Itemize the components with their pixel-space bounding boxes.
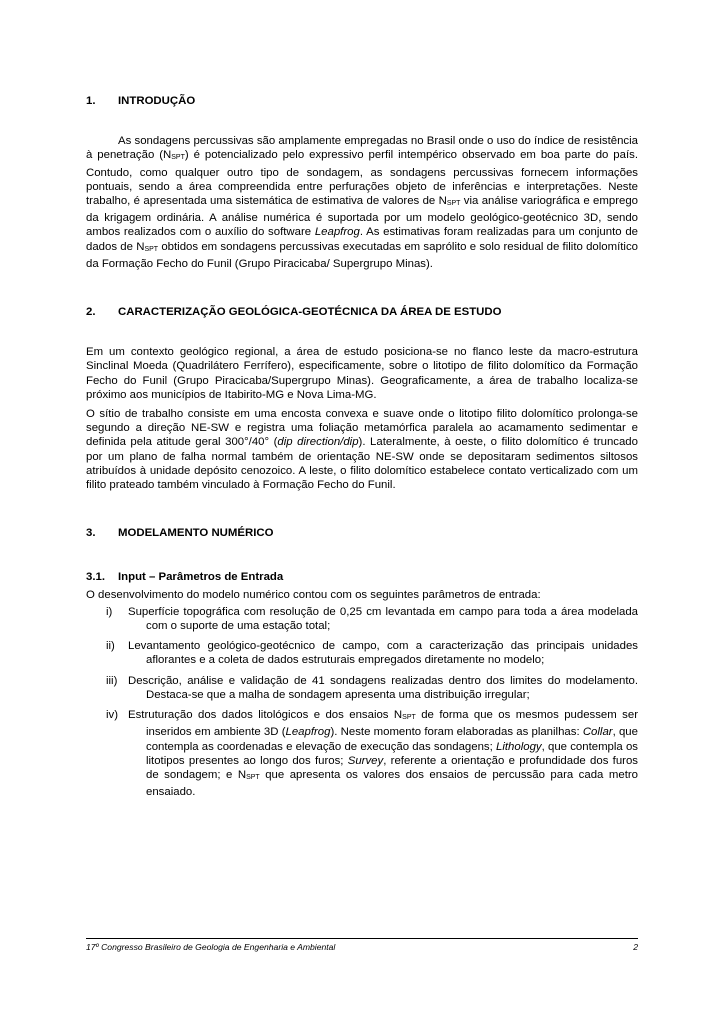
section-title: MODELAMENTO NUMÉRICO xyxy=(118,527,274,540)
italic-term: Survey xyxy=(347,754,384,767)
section-number: 1. xyxy=(86,95,96,107)
subscript-spt: SPT xyxy=(446,200,461,208)
conference-name: 17º Congresso Brasileiro de Geologia de Engenharia e Ambiental xyxy=(86,942,336,952)
list-marker: ii) xyxy=(106,640,115,653)
section-number: 3. xyxy=(86,527,96,540)
section-heading-modelamento xyxy=(86,526,638,540)
list-marker: iii) xyxy=(106,674,118,687)
section-heading-caracterizacao xyxy=(86,305,638,319)
subscript-spt: SPT xyxy=(246,773,260,781)
list-item xyxy=(86,639,638,667)
page-content xyxy=(86,94,638,805)
list-marker: i) xyxy=(106,605,113,618)
subsection-number: 3.1. xyxy=(86,571,105,584)
section-number: 2. xyxy=(86,306,96,319)
text-run: de forma que os mesmos pudessem ser inseridos em ambiente 3D ( xyxy=(146,709,639,739)
list-marker: iv) xyxy=(106,709,119,722)
list-item-text: Levantamento geológico-geotécnico de campo, com a caracterização das principais unidades aflorantes e a coleta de dados estruturais empregados diretamente no modelo; xyxy=(128,640,638,667)
italic-term: Leapfrog xyxy=(285,726,331,739)
text-run: , que contempla os litotipos presentes ao longo dos furos; xyxy=(146,740,639,767)
text-run: obtidos em sondagens percussivas executadas em saprólito e solo residual de filito dolomítico da Formação Fecho do Funil (Grupo Piracicaba/ Supergrupo Minas). xyxy=(86,240,638,270)
subscript-spt: SPT xyxy=(144,245,159,253)
list-item-text: Superfície topográfica com resolução de 0,25 cm levantada em campo para toda a área modelada com o suporte de uma estação total; xyxy=(128,605,638,633)
subscript-spt: SPT xyxy=(171,154,185,162)
paragraph: Em um contexto geológico regional, a área de estudo posiciona-se no flanco leste da macro-estrutura Sinclinal Moeda (Quadrilátero Ferrífero), especificamente, sobre o litotipo de filito dolomítico da Formação Fecho do Funil (Grupo Piracicaba/Supergrupo Minas). Geograficamente, a área de trabalho localiza-se próximo aos municípios de Itabirito-MG e Nova Lima-MG. xyxy=(86,346,638,401)
text-run: O sítio de trabalho consiste em uma encosta convexa e suave onde o litotipo filito dolomítico prolonga-se segundo a direção NE-SW e registra uma foliação metamórfica paralela ao acamamento sedimentar e definida pela atitude geral 300°/40° ( xyxy=(86,408,638,449)
list-item xyxy=(86,708,638,799)
italic-term: dip direction/dip xyxy=(277,436,359,449)
subscript-spt: SPT xyxy=(402,714,416,722)
text-run: que apresenta os valores dos ensaios de percussão para cada metro ensaiado. xyxy=(146,768,638,799)
italic-term: Lithology xyxy=(496,740,542,753)
list-item xyxy=(86,605,638,633)
text-run: via análise variográfica e emprego da krigagem ordinária. A análise numérica é suportada por um modelo geológico-geotécnico 3D, sendo ambos realizados com o auxílio do software xyxy=(86,195,638,239)
text-run: ). Neste momento foram elaboradas as planilhas: xyxy=(330,726,583,739)
list-item-text: Descrição, análise e validação de 41 sondagens realizadas dentro dos limites do modelamento. Destaca-se que a malha de sondagem apresenta uma distribuição irregular; xyxy=(128,674,638,701)
text-run: As sondagens percussivas são amplamente empregadas no Brasil onde o uso do índice de resistência à penetração (N xyxy=(86,135,638,162)
text-run: , que contempla as coordenadas e elevação de execução das sondagens; xyxy=(146,726,638,753)
section-title: INTRODUÇÃO xyxy=(118,95,196,107)
section-heading-introducao xyxy=(86,94,638,108)
list-item-text xyxy=(128,709,638,798)
text-run: . As estimativas foram realizadas para um conjunto de dados de N xyxy=(86,226,638,253)
section-title: CARACTERIZAÇÃO GEOLÓGICA-GEOTÉCNICA DA ÁREA DE ESTUDO xyxy=(118,306,502,319)
paragraph xyxy=(86,134,638,271)
subsection-title: Input – Parâmetros de Entrada xyxy=(118,571,284,584)
list-item xyxy=(86,674,638,702)
subsection-heading xyxy=(86,570,638,584)
italic-term: Leapfrog xyxy=(314,226,360,239)
paragraph: O desenvolvimento do modelo numérico contou com os seguintes parâmetros de entrada: xyxy=(86,588,541,601)
text-run: Estruturação dos dados litológicos e dos ensaios N xyxy=(128,709,403,722)
paragraph xyxy=(86,407,638,492)
italic-term: Collar xyxy=(582,726,613,739)
text-run: ) é potencializado pelo expressivo perfil intempérico observado em boa parte do país. Contudo, como qualquer outro tipo de sondagem, as sondagens percussivas fornecem informações pontuais, sendo a área compreendida entre perfurações objeto de inferências e interpretações. Neste trabalho, é apresentada uma sistemática de estimativa de valores de N xyxy=(86,149,638,208)
input-parameters-list xyxy=(86,605,638,799)
page-footer xyxy=(86,942,638,952)
text-run: , referente a orientação e profundidade dos furos de sondagem; e N xyxy=(146,754,638,781)
footer-divider xyxy=(86,938,638,939)
text-run: ). Lateralmente, à oeste, o filito dolomítico é truncado por um plano de falha normal também de orientação NE-SW onde se depositaram sedimentos siltosos atribuídos à unidade depósito cenozoico. A leste, o filito dolomítico estabelece contato verticalizado com um filito prateado também vinculado à Formação Fecho do Funil. xyxy=(86,436,638,492)
page-number: 2 xyxy=(633,942,638,952)
